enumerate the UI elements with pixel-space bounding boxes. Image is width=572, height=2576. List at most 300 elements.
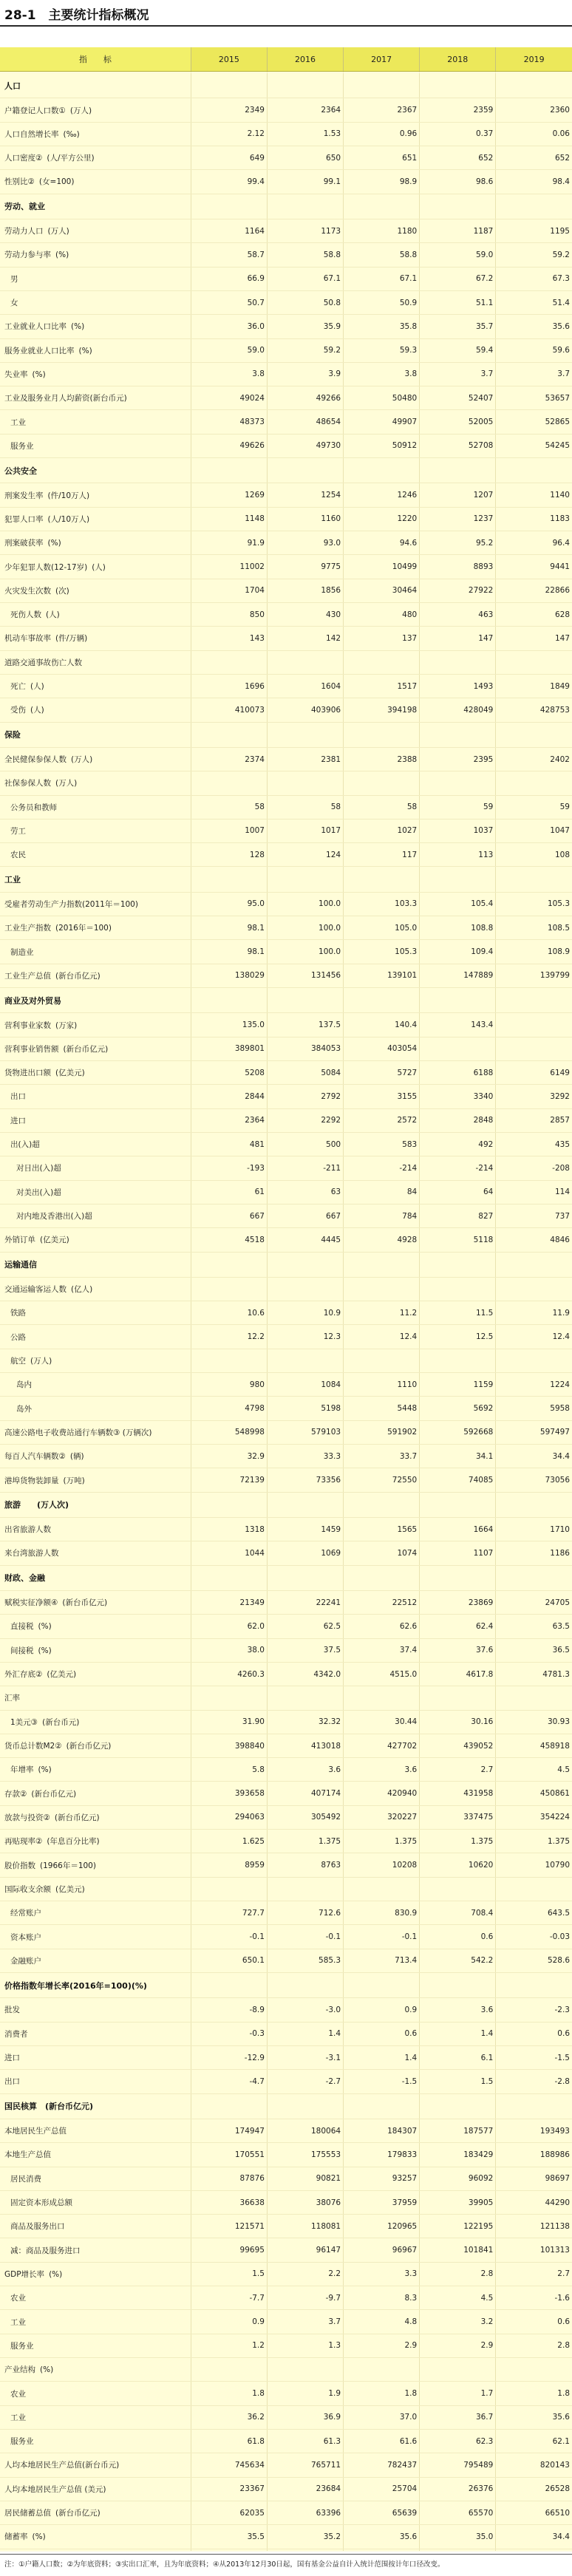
indicator-cell	[0, 1877, 191, 1901]
value-cell: 410073	[191, 698, 267, 722]
section-header-row	[0, 73, 572, 98]
value-cell: 12.5	[420, 1325, 496, 1349]
value-cell: 0.6	[496, 2310, 572, 2334]
empty-cell	[191, 988, 267, 1013]
indicator-label: 国际收支余额	[4, 1884, 51, 1894]
indicator-cell	[0, 98, 191, 122]
value-cell: 12.4	[496, 1325, 572, 1349]
indicator-label: 外汇存底②	[4, 1670, 43, 1680]
indicator-cell	[0, 602, 191, 626]
value-cell: 95.0	[191, 892, 267, 916]
value-cell: 135.0	[191, 1013, 267, 1037]
value-cell: 8893	[420, 555, 496, 579]
value-cell: 1044	[191, 1541, 267, 1565]
indicator-label: 营利事业销售额	[4, 1044, 59, 1054]
value-cell: -12.9	[191, 2045, 267, 2069]
table-row	[0, 290, 572, 314]
value-cell: 96.4	[496, 531, 572, 555]
indicator-cell	[0, 2334, 191, 2357]
indicator-label: 来台湾旅游人数	[4, 1549, 59, 1558]
indicator-label: 1美元③	[10, 1717, 38, 1727]
value-cell: 36638	[191, 2190, 267, 2214]
value-cell: 1069	[267, 1541, 343, 1565]
value-cell: 137	[344, 627, 420, 650]
indicator-unit: (%)	[49, 2269, 63, 2279]
indicator-cell	[0, 627, 191, 650]
value-cell	[420, 1877, 496, 1901]
indicator-label: 赋税实征净额④	[4, 1598, 58, 1608]
value-cell: 32.32	[267, 1710, 343, 1734]
value-cell: 439052	[420, 1734, 496, 1757]
indicator-label: 道路交通事故伤亡人数	[4, 658, 82, 667]
indicator-label: 存款②	[4, 1789, 27, 1799]
indicator-cell	[0, 747, 191, 771]
indicator-cell	[0, 916, 191, 940]
section-title: 国民核算 (新台币亿元)	[0, 2093, 191, 2119]
value-cell: 147	[420, 627, 496, 650]
value-cell: 59	[420, 795, 496, 819]
value-cell: 26528	[496, 2477, 572, 2501]
value-cell: 795489	[420, 2453, 496, 2477]
value-cell: 1.8	[191, 2382, 267, 2405]
value-cell: 1224	[496, 1373, 572, 1397]
empty-cell	[344, 73, 420, 98]
indicator-unit: (亿美元)	[40, 1236, 69, 1245]
value-cell: 3.8	[344, 362, 420, 386]
indicator-label: 农民	[10, 851, 26, 860]
value-cell: 3.7	[496, 362, 572, 386]
table-row	[0, 916, 572, 940]
table-row	[0, 2382, 572, 2405]
table-row	[0, 1830, 572, 1853]
value-cell: 35.6	[496, 2405, 572, 2429]
indicator-unit: (新台币亿元)	[63, 1044, 109, 1054]
value-cell: 1664	[420, 1518, 496, 1541]
value-cell: 175553	[267, 2143, 343, 2167]
value-cell: 58	[191, 795, 267, 819]
statistics-table-container	[0, 47, 572, 2552]
value-cell: 90821	[267, 2167, 343, 2190]
indicator-cell	[0, 2238, 191, 2262]
indicator-label: 服务业	[10, 2437, 34, 2447]
value-cell: -2.7	[267, 2070, 343, 2093]
value-cell: 4928	[344, 1228, 420, 1252]
value-cell: 105.0	[344, 916, 420, 940]
table-row	[0, 122, 572, 146]
empty-cell	[191, 73, 267, 98]
value-cell: 1.375	[344, 1830, 420, 1853]
indicator-cell	[0, 146, 191, 169]
indicator-label: 资本账户	[10, 1932, 41, 1942]
value-cell: 34.4	[496, 2525, 572, 2549]
value-cell	[344, 1686, 420, 1710]
section-title: 公共安全	[0, 458, 191, 483]
value-cell: 1140	[496, 483, 572, 507]
value-cell: -0.1	[267, 1925, 343, 1949]
value-cell: 784	[344, 1204, 420, 1227]
table-row	[0, 2190, 572, 2214]
indicator-label: 经常账户	[10, 1909, 41, 1918]
empty-cell	[267, 458, 343, 483]
value-cell: 1.8	[344, 2382, 420, 2405]
value-cell: 591902	[344, 1420, 420, 1444]
value-cell: 36.7	[420, 2405, 496, 2429]
value-cell: 5.8	[191, 1758, 267, 1782]
value-cell: 100.0	[267, 940, 343, 964]
value-cell: 10620	[420, 1853, 496, 1877]
value-cell: 2349	[191, 98, 267, 122]
value-cell	[191, 771, 267, 795]
indicator-unit: (%)	[38, 1622, 52, 1632]
value-cell	[420, 1277, 496, 1301]
value-cell: 36.0	[191, 315, 267, 338]
value-cell: 93257	[344, 2167, 420, 2190]
value-cell: 50.8	[267, 290, 343, 314]
indicator-label: 劳工	[10, 826, 26, 836]
indicator-label: 外销订单	[4, 1236, 35, 1245]
value-cell: 67.2	[420, 267, 496, 290]
indicator-cell	[0, 1061, 191, 1085]
value-cell	[191, 1877, 267, 1901]
value-cell: 59.4	[420, 338, 496, 362]
value-cell: 0.6	[420, 1925, 496, 1949]
value-cell	[496, 1877, 572, 1901]
value-cell: 500	[267, 1132, 343, 1156]
table-row	[0, 1805, 572, 1829]
value-cell: 73356	[267, 1468, 343, 1492]
value-cell: 652	[496, 146, 572, 169]
value-cell: 1269	[191, 483, 267, 507]
value-cell: 652	[420, 146, 496, 169]
section-title: 价格指数年增长率(2016年=100)(%)	[0, 1972, 191, 1997]
value-cell: 49907	[344, 410, 420, 434]
value-cell: 2.7	[420, 1758, 496, 1782]
value-cell: 2292	[267, 1108, 343, 1132]
empty-cell	[420, 722, 496, 747]
value-cell: 1.2	[191, 2334, 267, 2357]
indicator-label: 产业结构	[4, 2365, 35, 2375]
value-cell: 124	[267, 843, 343, 867]
table-row	[0, 747, 572, 771]
indicator-cell	[0, 1853, 191, 1877]
value-cell: 1110	[344, 1373, 420, 1397]
indicator-label: 港埠货物装卸量	[4, 1476, 59, 1485]
indicator-cell	[0, 1758, 191, 1782]
value-cell: -0.03	[496, 1925, 572, 1949]
value-cell: 108	[496, 843, 572, 867]
value-cell: 458918	[496, 1734, 572, 1757]
indicator-unit: (新台币元)	[42, 1717, 80, 1727]
value-cell: 8763	[267, 1853, 343, 1877]
indicator-label: 人口自然增长率	[4, 129, 59, 139]
value-cell: 0.9	[191, 2310, 267, 2334]
indicator-cell	[0, 2382, 191, 2405]
table-row	[0, 410, 572, 434]
indicator-cell	[0, 819, 191, 842]
table-row	[0, 1132, 572, 1156]
value-cell: 4518	[191, 1228, 267, 1252]
value-cell: 3155	[344, 1085, 420, 1108]
indicator-cell	[0, 2262, 191, 2286]
table-row	[0, 1949, 572, 1972]
value-cell: 3.6	[344, 1758, 420, 1782]
value-cell: -2.8	[496, 2070, 572, 2093]
value-cell: 11002	[191, 555, 267, 579]
indicator-cell	[0, 290, 191, 314]
value-cell: 592668	[420, 1420, 496, 1444]
value-cell: 667	[191, 1204, 267, 1227]
value-cell: 650	[267, 146, 343, 169]
indicator-unit: (万人)	[47, 227, 69, 236]
value-cell: -1.6	[496, 2286, 572, 2310]
value-cell: 62035	[191, 2501, 267, 2524]
indicator-unit: (%)	[40, 2365, 54, 2375]
indicator-label: 死亡	[10, 682, 26, 692]
section-title: 旅游 (万人次)	[0, 1492, 191, 1517]
indicator-unit: (%)	[32, 2532, 46, 2542]
table-row	[0, 2045, 572, 2069]
table-row	[0, 1686, 572, 1710]
table-row	[0, 771, 572, 795]
value-cell: 1856	[267, 579, 343, 602]
indicator-label: 公务员和教师	[10, 803, 57, 812]
value-cell: 105.4	[420, 892, 496, 916]
indicator-unit: (新台币亿元)	[66, 1742, 112, 1751]
value-cell: -0.3	[191, 2022, 267, 2045]
value-cell: 3.9	[267, 362, 343, 386]
value-cell: 1173	[267, 219, 343, 242]
value-cell: 11.9	[496, 1301, 572, 1325]
indicator-cell	[0, 1590, 191, 1614]
empty-cell	[420, 867, 496, 892]
value-cell: 37.4	[344, 1638, 420, 1662]
indicator-label: 再贴现率②	[4, 1837, 43, 1847]
table-row	[0, 698, 572, 722]
value-cell: 5118	[420, 1228, 496, 1252]
value-cell: 1318	[191, 1518, 267, 1541]
value-cell	[191, 1277, 267, 1301]
indicator-cell	[0, 1805, 191, 1829]
value-cell: 2395	[420, 747, 496, 771]
indicator-label: 户籍登记人口数①	[4, 106, 66, 115]
value-cell: 108.9	[496, 940, 572, 964]
value-cell: 54245	[496, 434, 572, 457]
indicator-cell	[0, 1325, 191, 1349]
table-row	[0, 315, 572, 338]
table-row	[0, 1180, 572, 1204]
indicator-cell	[0, 1925, 191, 1949]
value-cell: 2.9	[344, 2334, 420, 2357]
indicator-cell	[0, 1949, 191, 1972]
indicator-label: 全民健保参保人数	[4, 755, 67, 765]
value-cell	[496, 2358, 572, 2382]
value-cell: 58.7	[191, 243, 267, 267]
indicator-unit: (次)	[55, 586, 69, 596]
value-cell: 11.5	[420, 1301, 496, 1325]
table-row	[0, 1541, 572, 1565]
empty-cell	[267, 1972, 343, 1997]
value-cell: 62.1	[496, 2429, 572, 2453]
empty-cell	[267, 1252, 343, 1277]
indicator-cell	[0, 1782, 191, 1805]
indicator-label: 出(入)超	[10, 1140, 40, 1150]
value-cell: 122195	[420, 2215, 496, 2238]
indicator-cell	[0, 698, 191, 722]
value-cell: 2572	[344, 1108, 420, 1132]
table-row	[0, 2070, 572, 2093]
value-cell	[420, 2358, 496, 2382]
indicator-label: 本地生产总值	[4, 2150, 51, 2160]
indicator-cell	[0, 1397, 191, 1420]
value-cell: 585.3	[267, 1949, 343, 1972]
indicator-unit: (人)	[30, 682, 44, 692]
indicator-unit: (‰)	[63, 129, 80, 139]
indicator-label: 对内地及香港出(入)超	[16, 1212, 92, 1221]
table-row	[0, 1901, 572, 1925]
value-cell: 2364	[267, 98, 343, 122]
value-cell: 1.4	[344, 2045, 420, 2069]
value-cell: 33.3	[267, 1445, 343, 1468]
value-cell: 25704	[344, 2477, 420, 2501]
indicator-label: 铁路	[10, 1309, 26, 1318]
value-cell: 142	[267, 627, 343, 650]
value-cell: 2359	[420, 98, 496, 122]
value-cell: 99.1	[267, 170, 343, 194]
indicator-cell	[0, 795, 191, 819]
table-row	[0, 1085, 572, 1108]
section-title: 保险	[0, 722, 191, 747]
value-cell: 128	[191, 843, 267, 867]
value-cell: 650.1	[191, 1949, 267, 1972]
value-cell: 4.8	[344, 2310, 420, 2334]
indicator-label: 居民消费	[10, 2174, 41, 2184]
value-cell: 36.2	[191, 2405, 267, 2429]
value-cell: 3.6	[420, 1998, 496, 2022]
value-cell	[420, 1037, 496, 1060]
table-row	[0, 1615, 572, 1638]
value-cell: 100.0	[267, 916, 343, 940]
indicator-unit: (新台币亿元)	[31, 1789, 77, 1799]
statistics-table	[0, 47, 572, 2552]
value-cell: 35.6	[496, 315, 572, 338]
value-cell: 354224	[496, 1805, 572, 1829]
value-cell: 65639	[344, 2501, 420, 2524]
value-cell: 1459	[267, 1518, 343, 1541]
value-cell: 2.9	[420, 2334, 496, 2357]
value-cell: 37959	[344, 2190, 420, 2214]
indicator-cell	[0, 386, 191, 410]
value-cell: 10.6	[191, 1301, 267, 1325]
value-cell: 23367	[191, 2477, 267, 2501]
indicator-unit: (%)	[38, 1765, 52, 1775]
empty-cell	[344, 988, 420, 1013]
indicator-label: 消费者	[4, 2029, 28, 2039]
value-cell: 4798	[191, 1397, 267, 1420]
value-cell: 765711	[267, 2453, 343, 2477]
value-cell	[344, 2358, 420, 2382]
indicator-label: 人均本地居民生产总值 (美元)	[4, 2484, 106, 2494]
indicator-label: 工业	[10, 418, 26, 427]
value-cell: 52865	[496, 410, 572, 434]
indicator-cell	[0, 2190, 191, 2214]
value-cell	[496, 771, 572, 795]
table-row	[0, 1445, 572, 1468]
value-cell: 407174	[267, 1782, 343, 1805]
empty-cell	[267, 194, 343, 219]
value-cell: 2.12	[191, 122, 267, 146]
indicator-label: 工业就业人口比率	[4, 322, 67, 332]
table-row	[0, 170, 572, 194]
indicator-unit: (新台币亿元)	[54, 1813, 100, 1822]
value-cell: 1164	[191, 219, 267, 242]
value-cell: 6.1	[420, 2045, 496, 2069]
value-cell: 61.8	[191, 2429, 267, 2453]
value-cell: 30.93	[496, 1710, 572, 1734]
indicator-label: 交通运输客运人数	[4, 1285, 67, 1295]
indicator-cell	[0, 1615, 191, 1638]
empty-cell	[496, 1565, 572, 1590]
value-cell: -0.1	[191, 1925, 267, 1949]
empty-cell	[496, 1492, 572, 1517]
indicator-unit: (亿美元)	[55, 1069, 85, 1078]
empty-cell	[420, 1252, 496, 1277]
table-row	[0, 1877, 572, 1901]
indicator-label: 刑案破获率	[4, 539, 44, 548]
indicator-label: 公路	[10, 1332, 26, 1342]
value-cell: 59	[496, 795, 572, 819]
value-cell: 50912	[344, 434, 420, 457]
value-cell: 147889	[420, 964, 496, 987]
empty-cell	[267, 1492, 343, 1517]
value-cell: 427702	[344, 1734, 420, 1757]
value-cell: 1.3	[267, 2334, 343, 2357]
empty-cell	[0, 2549, 191, 2551]
value-cell: -7.7	[191, 2286, 267, 2310]
indicator-label: 储蓄率	[4, 2532, 28, 2542]
indicator-cell	[0, 940, 191, 964]
value-cell: 1.375	[420, 1830, 496, 1853]
indicator-unit: (亿美元)	[47, 1670, 77, 1680]
indicator-label: 对美出(入)超	[16, 1188, 61, 1197]
indicator-label: 工业	[10, 2413, 26, 2422]
empty-cell	[344, 867, 420, 892]
section-title: 运输通信	[0, 1252, 191, 1277]
value-cell: 96967	[344, 2238, 420, 2262]
value-cell: 35.8	[344, 315, 420, 338]
indicator-cell	[0, 1468, 191, 1492]
indicator-label: 少年犯罪人数(12-17岁)	[4, 562, 88, 572]
value-cell: 63.5	[496, 1615, 572, 1638]
indicator-label: 高速公路电子收费站通行车辆数③ (万辆次)	[4, 1428, 152, 1437]
value-cell: 64	[420, 1180, 496, 1204]
empty-cell	[496, 1252, 572, 1277]
indicator-cell	[0, 1037, 191, 1060]
value-cell: 1017	[267, 819, 343, 842]
empty-cell	[191, 1492, 267, 1517]
indicator-cell	[0, 410, 191, 434]
indicator-unit: (%)	[55, 251, 69, 260]
indicator-unit: (%)	[71, 322, 85, 332]
value-cell: 667	[267, 1204, 343, 1227]
table-row	[0, 1373, 572, 1397]
value-cell: 3.8	[191, 362, 267, 386]
table-row	[0, 2167, 572, 2190]
indicator-cell	[0, 267, 191, 290]
value-cell: 2.2	[267, 2262, 343, 2286]
value-cell: 140.4	[344, 1013, 420, 1037]
value-cell: 61.3	[267, 2429, 343, 2453]
value-cell: 98.6	[420, 170, 496, 194]
